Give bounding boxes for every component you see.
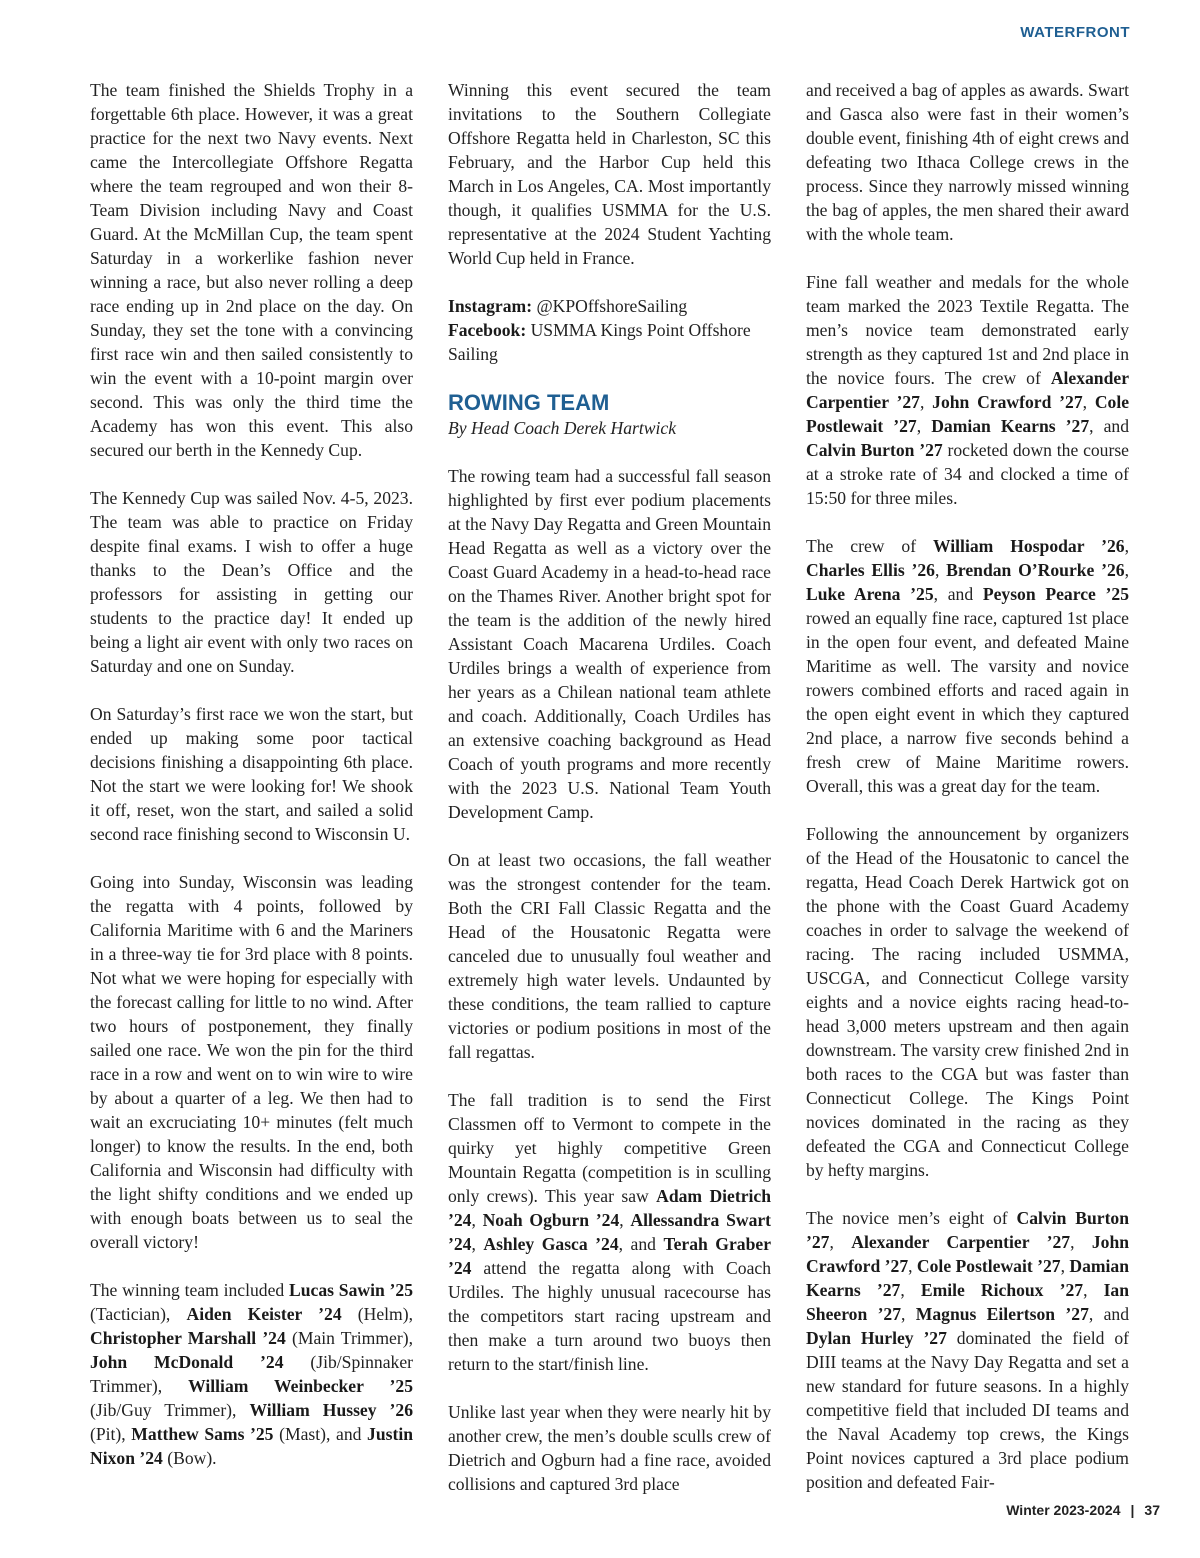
instagram-line: Instagram: @KPOffshoreSailing — [448, 296, 688, 316]
section-heading: ROWING TEAM — [448, 390, 610, 415]
crew-name: Brendan O’Rourke ’26 — [946, 560, 1125, 580]
crew-name: Christopher Marshall ’24 — [90, 1328, 286, 1348]
crew-name: Damian Kearns ’27 — [931, 416, 1090, 436]
crew-name: Aiden Keister ’24 — [186, 1304, 342, 1324]
crew-name: William Hospodar ’26 — [933, 536, 1125, 556]
paragraph: The novice men’s eight of Calvin Burton ’27, Alexander Carpentier ’27, John Crawford ’27, Cole Postlewait ’27, Damian Kearns ’27, Emile Richoux ’27, Ian Sheeron ’27, Magnus Eilertson ’27, and Dylan Hurley ’27 dominated the field of DIII teams at the Navy Day Regatta and set a new standard for future seasons. In a highly competitive field that included DI teams and the Naval Academy top crews, the Kings Point novices captured a 3rd place podium position and defeated Fair- — [806, 1208, 1130, 1492]
crew-name: Damian Kearns ’27 — [806, 1256, 1130, 1300]
crew-name: Peyson Pearce ’25 — [982, 584, 1129, 604]
crew-name: Alexander Carpentier ’27 — [806, 368, 1129, 412]
paragraph: Going into Sunday, Wisconsin was leading the regatta with 4 points, followed by California Maritime with 6 and the Mariners in a three-way tie for 3rd place with 8 points. Not what we were hoping for especially with the forecast calling for little to no wind. After two hours of postponement, they finally sailed one race. We won the pin for the third race in a row and went on to win wire to wire by about a quarter of a leg. We then had to wait an excruciating 10+ minutes (felt much longer) to know the results. In the end, both California and Wisconsin had difficulty with the light shifty conditions and we ended up with enough boats between us to seal the overall victory! — [90, 872, 413, 1252]
paragraph: The team finished the Shields Trophy in a forgettable 6th place. However, it was a great practice for the next two Navy events. Next came the Intercollegiate Offshore Regatta where the team regrouped and won their 8-Team Division including Navy and Coast Guard. At the McMillan Cup, the team spent Saturday in a workerlike fashion never winning a race, but also never rolling a deep race ending up in 2nd place on the day. On Sunday, they set the tone with a convincing first race win and then sailed consistently to win the event with a 10-point margin over second. This was only the third time the Academy has won this event. This also secured our berth in the Kennedy Cup. — [90, 80, 413, 460]
crew-name: Terah Graber ’24 — [448, 1234, 771, 1278]
crew-name: Dylan Hurley ’27 — [806, 1328, 947, 1348]
paragraph: The rowing team had a successful fall season highlighted by first ever podium placements at the Navy Day Regatta and Green Mountain Head Regatta as well as a victory over the Coast Guard Academy in a head-to-head race on the Thames River. Another bright spot for the team is the addition of the newly hired Assistant Coach Macarena Urdiles. Coach Urdiles brings a wealth of experience from her years as a Chilean national team athlete and coach. Additionally, Coach Urdiles has an extensive coaching background as Head Coach of youth programs and more recently with the 2023 U.S. National Team Youth Development Camp. — [448, 466, 771, 822]
crew-name: John Crawford ’27 — [932, 392, 1083, 412]
paragraph: Winning this event secured the team invitations to the Southern Collegiate Offshore Regatta held in Charleston, SC this February, and the Harbor Cup held this March in Los Angeles, CA. Most importantly though, it qualifies USMMA for the U.S. representative at the 2024 Student Yachting World Cup held in France. — [448, 80, 771, 268]
crew-name: Noah Ogburn ’24 — [482, 1210, 620, 1230]
crew-name: Charles Ellis ’26 — [806, 560, 935, 580]
crew-name: Lucas Sawin ’25 — [289, 1280, 414, 1300]
article-column-1 — [90, 78, 413, 1494]
footer-separator: | — [1130, 1502, 1135, 1518]
paragraph: The crew of William Hospodar ’26, Charles Ellis ’26, Brendan O’Rourke ’26, Luke Arena ’25, and Peyson Pearce ’25 rowed an equally fine race, captured 1st place in the open four event, and defeated Maine Maritime as well. The varsity and novice rowers combined efforts and raced again in the open eight event in which they captured 2nd place, a narrow five seconds behind a fresh crew of Maine Maritime rowers. Overall, this was a great day for the team. — [806, 536, 1130, 796]
crew-name: Allessandra Swart ’24 — [448, 1210, 772, 1254]
crew-name: Cole Postlewait ’27 — [806, 392, 1130, 436]
crew-name: Ashley Gasca ’24 — [483, 1234, 619, 1254]
crew-name: Justin Nixon ’24 — [90, 1424, 413, 1468]
page-number: 37 — [1144, 1502, 1160, 1518]
page-footer — [1006, 1502, 1160, 1518]
section-label: WATERFRONT — [1020, 24, 1130, 41]
crew-name: William Hussey ’26 — [249, 1400, 413, 1420]
facebook-handle[interactable]: USMMA Kings Point Offshore Sailing — [448, 320, 751, 364]
article-column-3 — [806, 78, 1129, 1518]
crew-name: Calvin Burton ’27 — [806, 440, 943, 460]
byline: By Head Coach Derek Hartwick — [448, 418, 676, 438]
crew-name: Matthew Sams ’25 — [131, 1424, 274, 1444]
paragraph: On at least two occasions, the fall weather was the strongest contender for the team. Both the CRI Fall Classic Regatta and the Head of the Housatonic Regatta were canceled due to unusually foul weather and extremely high water levels. Undaunted by these conditions, the team rallied to capture victories or podium positions in most of the fall regattas. — [448, 850, 771, 1062]
paragraph: and received a bag of apples as awards. Swart and Gasca also were fast in their women’s double event, finishing 4th of eight crews and defeating two Ithaca College crews in the process. Since they narrowly missed winning the bag of apples, the men shared their award with the whole team. — [806, 80, 1129, 244]
paragraph: The fall tradition is to send the First Classmen off to Vermont to compete in the quirky yet highly competitive Green Mountain Regatta (competition is in sculling only crews). This year saw Adam Dietrich ’24, Noah Ogburn ’24, Allessandra Swart ’24, Ashley Gasca ’24, and Terah Graber ’24 attend the regatta along with Coach Urdiles. The highly unusual racecourse has the competitors start racing upstream and then make a turn around two buoys then return to the start/finish line. — [448, 1090, 772, 1374]
issue-label: Winter 2023-2024 — [1006, 1502, 1121, 1518]
crew-name: Ian Sheeron ’27 — [806, 1280, 1130, 1324]
crew-name: John McDonald ’24 — [90, 1352, 284, 1372]
crew-name: Emile Richoux ’27 — [920, 1280, 1084, 1300]
crew-name: Cole Postlewait ’27 — [916, 1256, 1061, 1276]
paragraph: Fine fall weather and medals for the whole team marked the 2023 Textile Regatta. The men’s novice team demonstrated early strength as they captured 1st and 2nd place in the novice fours. The crew of Alexander Carpentier ’27, John Crawford ’27, Cole Postlewait ’27, Damian Kearns ’27, and Calvin Burton ’27 rocketed down the course at a stroke rate of 34 and clocked a time of 15:50 for three miles. — [806, 272, 1130, 508]
paragraph: On Saturday’s first race we won the start, but ended up making some poor tactical decisions finishing a disappointing 6th place. Not the start we were looking for! We shook it off, reset, won the start, and sailed a solid second race finishing second to Wisconsin U. — [90, 704, 413, 844]
crew-name: William Weinbecker ’25 — [188, 1376, 413, 1396]
paragraph: The Kennedy Cup was sailed Nov. 4-5, 2023. The team was able to practice on Friday despite final exams. I wish to offer a huge thanks to the Dean’s Office and the professors for assisting in getting our students to the practice day! It ended up being a light air event with only two races on Saturday and one on Sunday. — [90, 488, 413, 676]
paragraph: Unlike last year when they were nearly hit by another crew, the men’s double sculls crew of Dietrich and Ogburn had a fine race, avoided collisions and captured 3rd place — [448, 1402, 771, 1494]
crew-name: Luke Arena ’25 — [806, 584, 934, 604]
social-links — [448, 294, 771, 366]
winning-team-paragraph: The winning team included Lucas Sawin ’25 (Tactician), Aiden Keister ’24 (Helm), Christopher Marshall ’24 (Main Trimmer), John McDonald ’24 (Jib/Spinnaker Trimmer), William Weinbecker ’25 (Jib/Guy Trimmer), William Hussey ’26 (Pit), Matthew Sams ’25 (Mast), and Justin Nixon ’24 (Bow). — [90, 1280, 414, 1468]
crew-name: Calvin Burton ’27 — [806, 1208, 1130, 1252]
crew-name: Alexander Carpentier ’27 — [851, 1232, 1071, 1252]
crew-name: John Crawford ’27 — [806, 1232, 1130, 1276]
crew-name: Adam Dietrich ’24 — [448, 1186, 771, 1230]
instagram-handle[interactable]: @KPOffshoreSailing — [532, 296, 688, 316]
article-column-2 — [448, 78, 771, 1520]
facebook-line: Facebook: USMMA Kings Point Offshore Sailing — [448, 320, 751, 364]
paragraph: Following the announcement by organizers of the Head of the Housatonic to cancel the regatta, Head Coach Derek Hartwick got on the phone with the Coast Guard Academy coaches in order to salvage the weekend of racing. The racing included USMMA, USCGA, and Connecticut College varsity eights and a novice eights racing head-to-head 3,000 meters upstream and then again downstream. The varsity crew finished 2nd in both races to the CGA but was faster than Connecticut College. The Kings Point novices dominated in the racing as they defeated the CGA and Connecticut College by hefty margins. — [806, 824, 1129, 1180]
crew-name: Magnus Eilertson ’27 — [915, 1304, 1089, 1324]
